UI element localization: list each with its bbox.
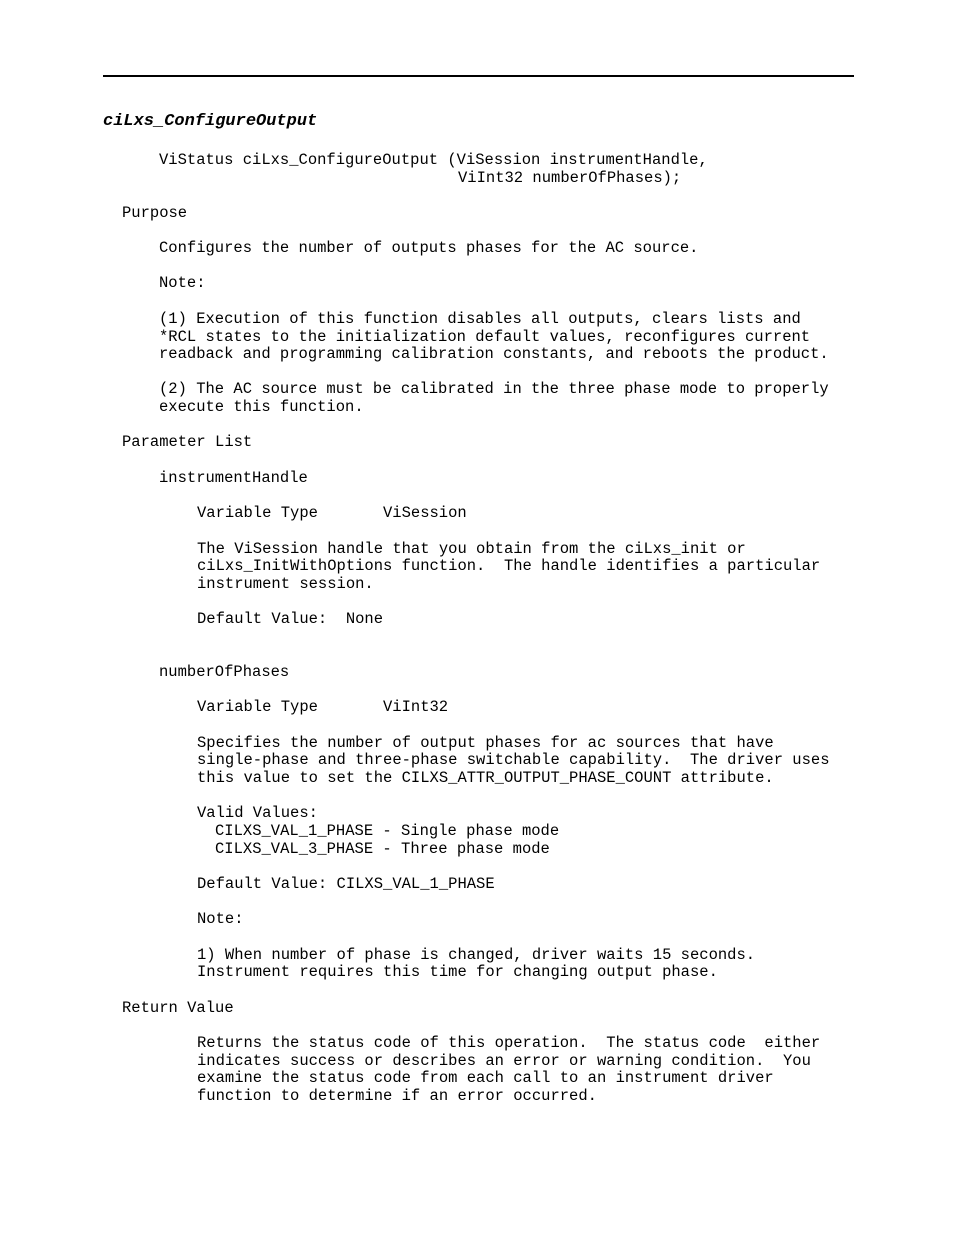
purpose-note-label: Note:	[159, 274, 206, 292]
function-title: ciLxs_ConfigureOutput	[103, 112, 318, 131]
param-numberofphases-valid-label: Valid Values:	[197, 804, 318, 822]
param-instrumenthandle-default: Default Value: None	[197, 610, 384, 628]
param-instrumenthandle-type-value: ViSession	[383, 504, 467, 522]
purpose-heading: Purpose	[122, 204, 188, 222]
signature-line-2: ViInt32 numberOfPhases);	[458, 169, 682, 187]
signature-line-1: ViStatus ciLxs_ConfigureOutput (ViSession instrumentHandle,	[159, 151, 708, 169]
param-numberofphases-note-line-2: Instrument requires this time for changing output phase.	[197, 963, 718, 981]
purpose-text: Configures the number of outputs phases for the AC source.	[159, 239, 699, 257]
return-value-heading: Return Value	[122, 999, 234, 1017]
param-instrumenthandle-desc-line-1: The ViSession handle that you obtain from the ciLxs_init or	[197, 540, 746, 558]
param-numberofphases-note-label: Note:	[197, 910, 244, 928]
purpose-note1-line-1: (1) Execution of this function disables all outputs, clears lists and	[159, 310, 801, 328]
return-value-line-1: Returns the status code of this operation. The status code either	[197, 1034, 821, 1052]
return-value-line-3: examine the status code from each call to an instrument driver	[197, 1069, 774, 1087]
return-value-line-4: function to determine if an error occurred.	[197, 1087, 597, 1105]
param-numberofphases-desc-line-1: Specifies the number of output phases for ac sources that have	[197, 734, 774, 752]
purpose-note1-line-2: *RCL states to the initialization default values, reconfigures current	[159, 328, 811, 346]
header-rule	[103, 75, 854, 77]
param-numberofphases-valid-value-2: CILXS_VAL_3_PHASE - Three phase mode	[215, 840, 550, 858]
purpose-note2-line-2: execute this function.	[159, 398, 364, 416]
param-instrumenthandle-type-label: Variable Type	[197, 504, 318, 522]
param-instrumenthandle-name: instrumentHandle	[159, 469, 308, 487]
param-numberofphases-type-value: ViInt32	[383, 698, 449, 716]
param-numberofphases-desc-line-3: this value to set the CILXS_ATTR_OUTPUT_PHASE_COUNT attribute.	[197, 769, 774, 787]
purpose-note2-line-1: (2) The AC source must be calibrated in the three phase mode to properly	[159, 380, 829, 398]
param-numberofphases-note-line-1: 1) When number of phase is changed, driver waits 15 seconds.	[197, 946, 756, 964]
param-instrumenthandle-desc-line-2: ciLxs_InitWithOptions function. The handle identifies a particular	[197, 557, 821, 575]
param-numberofphases-name: numberOfPhases	[159, 663, 290, 681]
return-value-line-2: indicates success or describes an error or warning condition. You	[197, 1052, 811, 1070]
param-numberofphases-valid-value-1: CILXS_VAL_1_PHASE - Single phase mode	[215, 822, 560, 840]
param-instrumenthandle-desc-line-3: instrument session.	[197, 575, 374, 593]
parameter-list-heading: Parameter List	[122, 433, 253, 451]
param-numberofphases-default: Default Value: CILXS_VAL_1_PHASE	[197, 875, 495, 893]
param-numberofphases-type-label: Variable Type	[197, 698, 318, 716]
param-numberofphases-desc-line-2: single-phase and three-phase switchable capability. The driver uses	[197, 751, 830, 769]
purpose-note1-line-3: readback and programming calibration constants, and reboots the product.	[159, 345, 829, 363]
